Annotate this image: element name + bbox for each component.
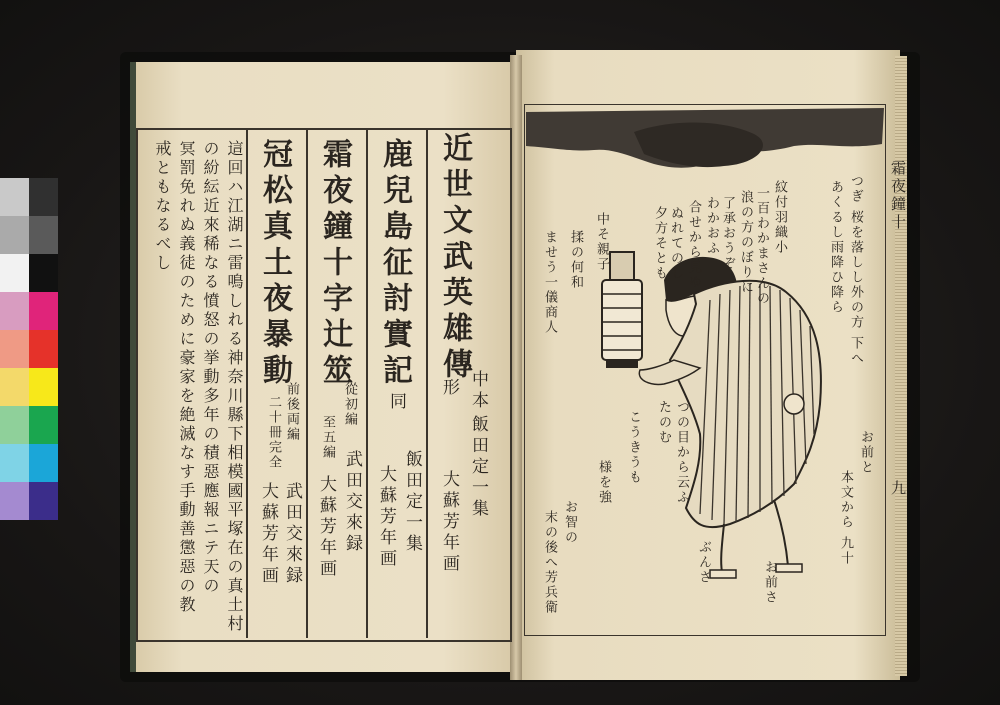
- swatch: [29, 482, 58, 520]
- caption-text: こうきうも: [626, 410, 641, 485]
- book-artist: 大蘇芳年画: [316, 475, 336, 580]
- swatch: [29, 444, 58, 482]
- book-artist: 大蘇芳年画: [376, 465, 396, 570]
- caption-text: 紋付羽織小: [772, 180, 787, 255]
- swatch: [29, 254, 58, 292]
- caption-text: お前と: [858, 430, 873, 475]
- caption-text: 一百わかまさんの: [754, 186, 769, 306]
- book-title: 霜夜鐘十字辻筮: [317, 138, 352, 390]
- caption-text: あくるし雨降ひ降ら: [828, 180, 843, 315]
- swatch: [29, 368, 58, 406]
- caption-text: 中そ親子: [594, 212, 609, 272]
- swatch: [0, 216, 29, 254]
- caption-text: お智の: [562, 500, 577, 545]
- caption-text: ぬれてのし: [668, 206, 683, 281]
- column-divider: [366, 128, 368, 638]
- color-calibration-strip: [0, 178, 58, 522]
- book-author: 飯田定一集: [402, 450, 422, 555]
- book-note: 同: [386, 392, 406, 413]
- caption-text: わかおふ: [704, 196, 719, 256]
- column-divider: [306, 128, 308, 638]
- caption-text: つの目から云ふ: [674, 400, 689, 505]
- caption-text: つぎ 桜を落しし外の方 下へ: [848, 174, 863, 367]
- caption-text: 了承おうぞ: [720, 196, 735, 271]
- caption-text: たのむ: [656, 400, 671, 445]
- description-line: 冥罰免れぬ義徒のために豪家を絶滅なす手動善懲惡の教: [177, 140, 196, 615]
- column-divider: [246, 128, 248, 638]
- book-format: 形: [439, 378, 459, 399]
- caption-text: ませう一儀商人: [542, 230, 557, 335]
- page-edges: [895, 56, 907, 676]
- swatch: [0, 330, 29, 368]
- book-title: 冠松真土夜暴動: [257, 138, 292, 390]
- swatch: [0, 368, 29, 406]
- swatch: [29, 292, 58, 330]
- caption-text: 本文から 九十: [838, 470, 853, 567]
- book-artist: 大蘇芳年画: [439, 470, 459, 575]
- book-author: 武田交來録: [282, 482, 302, 587]
- book-title: 近世文武英雄傳: [437, 132, 472, 384]
- caption-text: ぶんさ: [696, 540, 711, 585]
- caption-text: 夕方そとも: [652, 206, 667, 281]
- caption-text: 末の後へ芳兵衛: [542, 510, 557, 615]
- book-artist: 大蘇芳年画: [258, 482, 278, 587]
- caption-text: 合せから見ゆ: [686, 200, 701, 290]
- book-edition: 前後両編: [284, 382, 299, 442]
- book-size: 中本: [468, 370, 488, 412]
- book-volumes: 二十冊完全: [266, 395, 281, 470]
- book-range: 至五編: [320, 415, 335, 460]
- caption-text: お前さ: [762, 560, 777, 605]
- column-divider: [426, 128, 428, 638]
- page-title: 霜夜鐘十: [889, 160, 907, 232]
- swatch: [0, 482, 29, 520]
- swatch: [0, 444, 29, 482]
- caption-text: 浪の方のぼりに: [738, 190, 753, 295]
- book-edition: 從初編: [342, 382, 357, 427]
- swatch: [0, 254, 29, 292]
- description-line: 戒ともなるべし: [153, 140, 172, 273]
- swatch: [29, 330, 58, 368]
- book-title: 鹿兒島征討實記: [377, 138, 412, 390]
- description-line: 這回ハ江湖ニ雷鳴しれる神奈川縣下相模國平塚在の真土村: [225, 140, 244, 634]
- page-number: 九: [889, 480, 907, 498]
- book-author: 武田交來録: [342, 450, 362, 555]
- swatch: [29, 406, 58, 444]
- swatch: [0, 292, 29, 330]
- swatch: [29, 216, 58, 254]
- caption-text: 揉の何和: [568, 230, 583, 290]
- swatch: [0, 178, 29, 216]
- caption-text: 様を強: [596, 460, 611, 505]
- swatch: [0, 406, 29, 444]
- book-author: 飯田定一集: [468, 415, 488, 520]
- swatch: [29, 178, 58, 216]
- description-line: の紛紜近來稀なる憤怒の挙動多年の積惡應報ニテ天の: [201, 140, 220, 596]
